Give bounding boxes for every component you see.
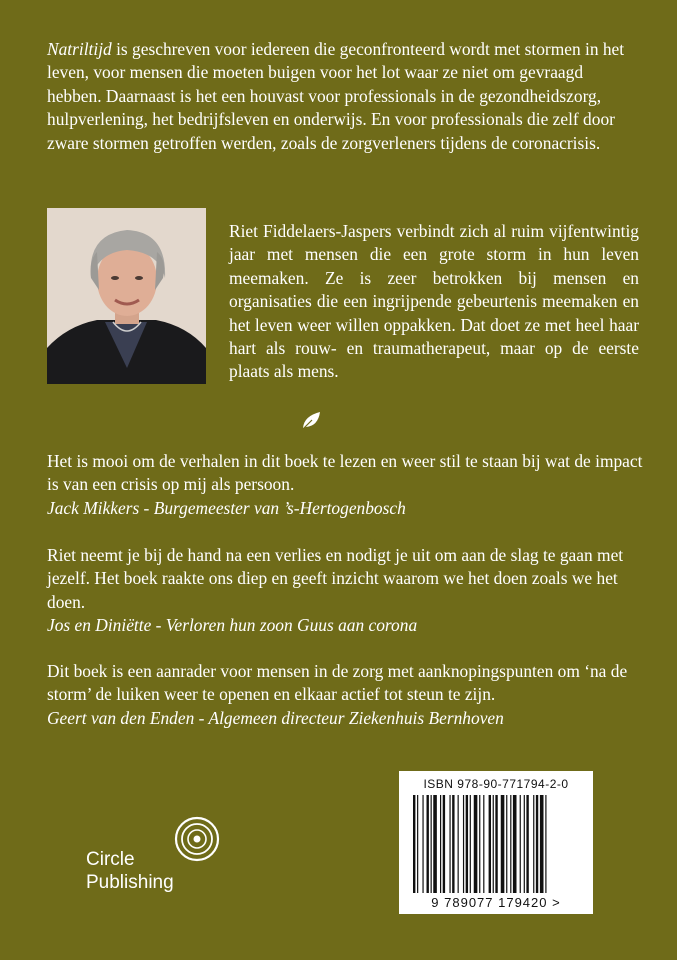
barcode-bar — [463, 795, 464, 893]
barcode-bar — [520, 795, 521, 893]
isbn-barcode — [399, 771, 593, 914]
barcode-bars — [413, 795, 579, 893]
barcode-bar — [413, 795, 415, 893]
barcode-bar — [433, 795, 437, 893]
barcode-bar — [427, 795, 429, 893]
quote-2 — [47, 544, 647, 638]
barcode-bar — [495, 795, 497, 893]
author-photo — [47, 208, 206, 384]
barcode-bar — [483, 795, 484, 893]
barcode-bar — [526, 795, 528, 893]
publisher-line-2: Publishing — [86, 872, 174, 893]
quote-1-author: Jack Mikkers - Burgemeester van ’s-Hertogenbosch — [47, 497, 406, 518]
quote-3-author: Geert van den Enden - Algemeen directeur Ziekenhuis Bernhoven — [47, 707, 504, 728]
quote-3 — [47, 660, 647, 730]
barcode-bar — [466, 795, 468, 893]
barcode-bar — [536, 795, 538, 893]
quote-3-text: Dit boek is een aanrader voor mensen in de zorg met aanknopingspunten om ‘na de storm’ de luiken weer te openen en elkaar actief tot steun te zijn. — [47, 661, 628, 705]
barcode-bar — [540, 795, 544, 893]
publisher-line-1: Circle — [86, 849, 135, 870]
barcode-bar — [506, 795, 507, 893]
barcode-bar — [493, 795, 494, 893]
intro-text: is geschreven voor iedereen die geconfronteerd wordt met stormen in het leven, voor mensen die moeten buigen voor het lot waar ze niet om gevraagd hebben. Daarnaast is het een houvast voor professionals in de gezondheidszorg, hulpverlening, het bedrijfsleven en onderwijs. En voor professionals die zelf door zware stormen getroffen werden, zoals de zorgverleners tijdens de coronacrisis. — [47, 39, 625, 153]
barcode-bar — [479, 795, 480, 893]
barcode-bar — [524, 795, 525, 893]
leaf-icon — [300, 408, 324, 432]
quote-2-text: Riet neemt je bij de hand na een verlies en nodigt je uit om aan de slag te gaan met jezelf. Het boek raakte ons diep en geeft inzicht waarom we het doen zoals we het doen. — [47, 545, 624, 612]
quote-1-text: Het is mooi om de verhalen in dit boek te lezen en weer stil te staan bij wat de impact is van een crisis op mij als persoon. — [47, 451, 643, 495]
intro-paragraph — [47, 38, 639, 155]
author-portrait-image — [47, 208, 206, 384]
book-title: Natriltijd — [47, 39, 112, 59]
barcode-bar — [452, 795, 454, 893]
barcode-bar — [513, 795, 517, 893]
author-bio: Riet Fiddelaers-Jaspers verbindt zich al ruim vijfentwintig jaar met mensen die een grote storm in hun leven meemaken. Ze is zeer betrokken bij mensen en organisaties die een ingrijpende gebeurtenis meemaken en het leven weer willen oppakken. Dat doet ze met heel haar hart als rouw- en traumatherapeut, maar op de eerste plaats als mens. — [229, 221, 639, 382]
quote-2-author: Jos en Diniëtte - Verloren hun zoon Guus aan corona — [47, 615, 418, 636]
barcode-bar — [474, 795, 478, 893]
publisher-logo — [86, 812, 246, 902]
barcode-bar — [501, 795, 505, 893]
barcode-bar — [443, 795, 445, 893]
barcode-bar — [510, 795, 511, 893]
barcode-bar — [449, 795, 450, 893]
quote-1 — [47, 450, 647, 520]
barcode-bar — [422, 795, 423, 893]
publisher-name — [86, 848, 174, 894]
isbn-label: ISBN 978-90-771794-2-0 — [423, 777, 569, 791]
barcode-bar — [458, 795, 459, 893]
circle-logo-icon — [174, 816, 220, 862]
barcode-bar — [470, 795, 471, 893]
barcode-bar — [431, 795, 432, 893]
barcode-bar — [533, 795, 534, 893]
barcode-bar — [440, 795, 441, 893]
barcode-bar — [489, 795, 491, 893]
barcode-bar — [545, 795, 546, 893]
barcode-bar — [417, 795, 418, 893]
barcode-digits: 9 789077 179420 > — [431, 895, 561, 910]
